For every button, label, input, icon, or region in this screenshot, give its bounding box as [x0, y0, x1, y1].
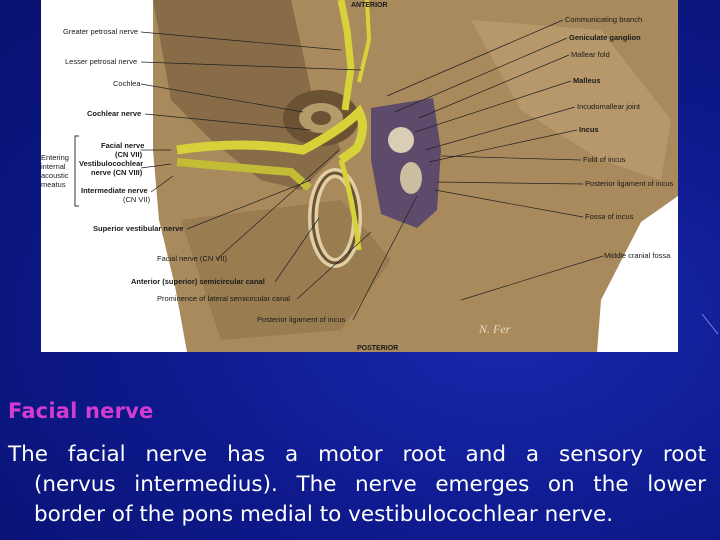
anatomy-drawing: [41, 0, 678, 352]
label-malleus: Malleus: [573, 76, 601, 85]
corner-line-mark: [700, 312, 720, 336]
label-geniculate-ganglion: Geniculate ganglion: [569, 33, 641, 42]
label-posterior-ligament-incus-right: Posterior ligament of incus: [585, 179, 674, 188]
entering-label-4: meatus: [41, 180, 66, 189]
label-prominence-lateral-canal: Prominence of lateral semicircular canal: [157, 294, 290, 303]
label-cochlea: Cochlea: [113, 79, 141, 88]
label-intermediate-nerve: Intermediate nerve: [81, 186, 148, 195]
anatomy-illustration: [41, 0, 678, 352]
body-line-3: border of the pons medial to vestibulocochlear nerve.: [34, 502, 614, 527]
label-incus: Incus: [579, 125, 599, 134]
label-facial-nerve-cn: (CN VII): [115, 150, 143, 159]
label-middle-cranial-fossa: Middle cranial fossa: [604, 251, 671, 260]
body-line-2: (nervus intermedius). The nerve emerges on the lower: [34, 472, 706, 497]
posterior-label: POSTERIOR: [357, 345, 399, 352]
label-mallear-fold: Mallear fold: [571, 50, 610, 59]
label-communicating-branch: Communicating branch: [565, 15, 643, 24]
label-fold-of-incus: Fold of incus: [583, 155, 626, 164]
label-greater-petrosal-nerve: Greater petrosal nerve: [63, 27, 139, 36]
slide-title: Facial nerve: [8, 399, 154, 423]
label-vestibulocochlear: Vestibulocochlear: [79, 159, 144, 168]
entering-label-1: Entering: [41, 153, 69, 162]
label-superior-vestibular-nerve: Superior vestibular nerve: [93, 224, 184, 233]
label-intermediate-nerve-cn: (CN VII): [123, 195, 151, 204]
label-fossa-of-incus: Fossa of incus: [585, 212, 634, 221]
label-lesser-petrosal-nerve: Lesser petrosal nerve: [65, 57, 138, 66]
slide-body-text: [8, 440, 706, 530]
incus-shape: [400, 162, 422, 194]
label-facial-nerve: Facial nerve: [101, 141, 145, 150]
label-facial-nerve-2: Facial nerve (CN VII): [157, 254, 228, 263]
label-incudomallear-joint: Incudomallear joint: [577, 102, 640, 111]
malleus-shape: [388, 127, 414, 153]
label-anterior-semicircular-canal: Anterior (superior) semicircular canal: [131, 277, 265, 286]
entering-label-2: internal: [41, 162, 66, 171]
label-posterior-ligament-incus-left: Posterior ligament of incus: [257, 315, 346, 324]
entering-label-3: acoustic: [41, 171, 69, 180]
label-cochlear-nerve: Cochlear nerve: [87, 109, 142, 118]
label-vestibulocochlear-cn: nerve (CN VIII): [91, 168, 143, 177]
anterior-label: ANTERIOR: [351, 2, 388, 9]
illustrator-signature: N. Fer: [479, 322, 511, 336]
body-line-1: The facial nerve has a motor root and a sensory root: [8, 442, 706, 467]
tympanic-cavity: [371, 98, 441, 228]
